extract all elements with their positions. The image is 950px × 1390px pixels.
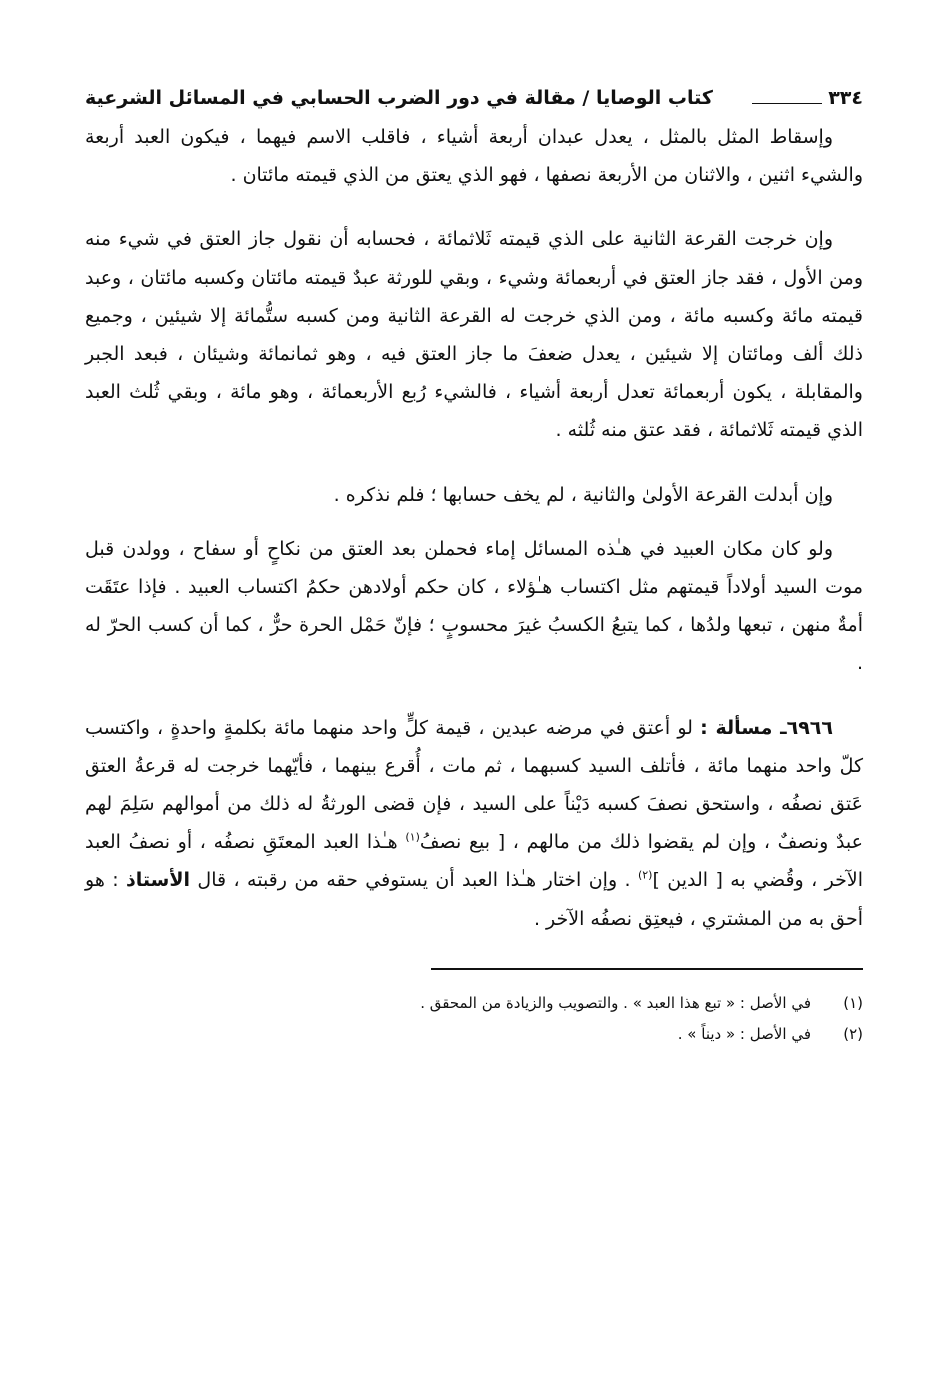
ustadh-label: الأستاذ <box>126 869 191 892</box>
footnote-2 <box>85 1019 863 1050</box>
footnote-number: (٢) <box>843 1024 863 1043</box>
header-rule <box>752 103 822 104</box>
header-left <box>746 78 863 118</box>
page-number: ٣٣٤ <box>828 87 863 109</box>
footnote-1 <box>85 988 863 1019</box>
issue-text-a: لو أعتق في مرضه عبدين ، قيمة كلٍّ واحد منهما مائة بكلمةٍ واحدةٍ ، واكتسب كلّ واحد منهما مائة ، فأتلف السيد كسبهما ، ثم مات ، أُقرع بينهما ، فأيّهما خرجت له قرعةُ العتق عَتق نصفُه ، واستحق نصفَ كسبه دَيْناً على السيد ، فإن قضى الورثةُ له ذلك من أموالهم سَلِمَ لهم عبدٌ ونصفٌ ، وإن لم يقضوا ذلك من مالهم ، [ بيع نصفُ <box>85 716 863 854</box>
issue-text-c: . وإن اختار هـٰذا العبد أن يستوفي حقه من رقبته ، قال <box>190 869 638 892</box>
footnotes <box>85 988 863 1050</box>
paragraph-4: ولو كان مكان العبيد في هـٰذه المسائل إماء فحملن بعد العتق من نكاحٍ أو سفاح ، وولدن قبل موت السيد أولاداً قيمتهم مثل اكتساب هـٰؤلاء ، كان حكم أولادهن حكمُ اكتساب العبيد . فإذا عتَقَت أمةٌ منهن ، تبعها ولدُها ، كما يتبعُ الكسبُ غيرَ محسوبٍ ؛ فإنّ حَمْل الحرة حرٌّ ، كما أن كسب الحرّ له . <box>85 537 863 675</box>
running-header <box>85 78 863 118</box>
main-text <box>85 118 863 938</box>
paragraph-5 <box>85 709 863 938</box>
issue-text-b: هـٰذا العبد المعتَقِ نصفُه ، أو نصفُ العبد الآخر ، وقُضي به [ الدين ] <box>85 831 863 892</box>
paragraph-2: وإن خرجت القرعة الثانية على الذي قيمته ثَلاثمائة ، فحسابه أن نقول جاز العتق في شيء منه ومن الأول ، فقد جاز العتق في أربعمائة وشيء ، وبقي للورثة عبدٌ قيمته مائتان وكسبه مائتان ، وعبد قيمته مائة وكسبه مائة ، ومن الذي خرجت له القرعة الثانية ومن كسبه ستُّمائة إلا شيئين ، وجميع ذلك ألف ومائتان إلا شيئين ، يعدل ضعفَ ما جاز العتق فيه ، وهو ثمانمائة وشيئان ، فبعد الجبر والمقابلة ، يكون أربعمائة تعدل أربعة أشياء ، فالشيء رُبع الأربعمائة ، وهو مائة ، وبقي ثُلث العبد الذي قيمته ثَلاثمائة ، فقد عتق منه ثُلثه . <box>85 228 863 442</box>
paragraph-1: وإسقاط المثل بالمثل ، يعدل عبدان أربعة أشياء ، فاقلب الاسم فيهما ، فيكون العبد أربعة والشيء اثنين ، والاثنان من الأربعة نصفها ، فهو الذي يعتق من الذي قيمته مائتان . <box>85 126 863 187</box>
running-title: كتاب الوصايا / مقالة في دور الضرب الحسابي في المسائل الشرعية <box>85 87 713 109</box>
footnote-number: (١) <box>843 993 863 1012</box>
footnote-rule <box>431 968 863 970</box>
paragraph-3: وإن أبدلت القرعة الأولىٰ والثانية ، لم يخف حسابها ؛ فلم نذكره . <box>333 483 833 506</box>
footnote-text: في الأصل : « ديناً » . <box>677 1024 811 1043</box>
footnote-text: في الأصل : « تبع هذا العبد » . والتصويب والزيادة من المحقق . <box>420 993 811 1012</box>
footnote-ref-2[interactable]: (٢) <box>637 869 653 883</box>
book-page <box>85 78 863 1050</box>
issue-number: ٦٩٦٦ـ مسألة : <box>700 716 833 739</box>
footnote-ref-1[interactable]: (١) <box>405 830 420 844</box>
issue-text-d: : هو أحق به من المشتري ، فيعتِق نصفُه الآخر . <box>85 869 863 930</box>
